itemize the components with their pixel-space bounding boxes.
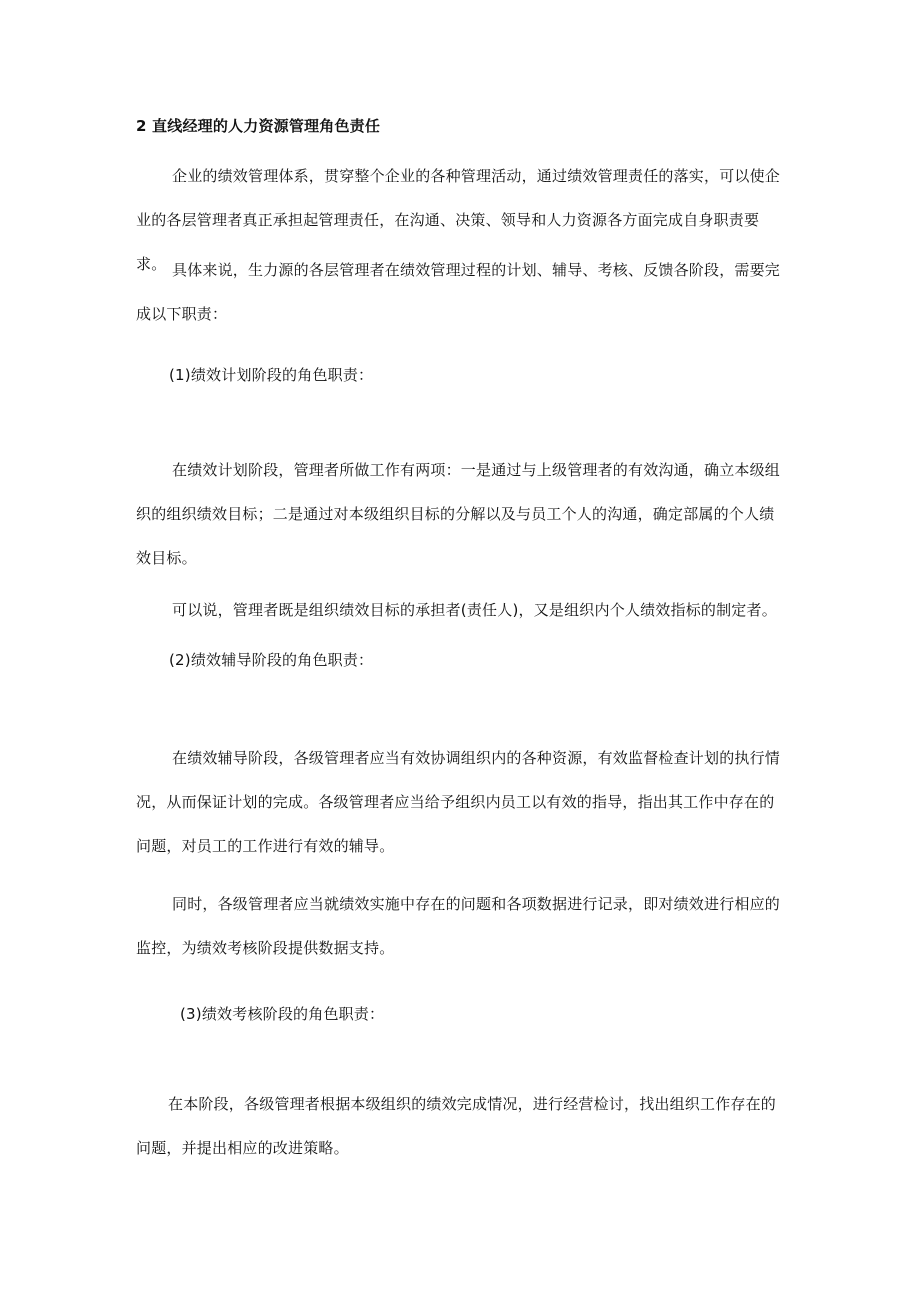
paragraph-planning-tasks: 在绩效计划阶段，管理者所做工作有两项：一是通过与上级管理者的有效沟通，确立本级组织的组织绩效目标；二是通过对本级组织目标的分解以及与员工个人的沟通，确定部属的个人绩效目标。 bbox=[136, 461, 781, 567]
paragraph-performance-system: 企业的绩效管理体系，贯穿整个企业的各种管理活动，通过绩效管理责任的落实，可以使企业的各层管理者真正承担起管理责任，在沟通、决策、领导和人力资源各方面完成自身职责要求。 bbox=[136, 167, 781, 273]
paragraph-coaching-tasks: 在绩效辅导阶段，各级管理者应当有效协调组织内的各种资源，有效监督检查计划的执行情况，从而保证计划的完成。各级管理者应当给予组织内员工以有效的指导，指出其工作中存在的问题，对员工的工作进行有效的辅导。 bbox=[136, 749, 781, 855]
paragraph-appraisal-tasks: 在本阶段，各级管理者根据本级组织的绩效完成情况，进行经营检讨，找出组织工作存在的问题，并提出相应的改进策略。 bbox=[136, 1095, 777, 1157]
paragraph-monitoring: 同时，各级管理者应当就绩效实施中存在的问题和各项数据进行记录，即对绩效进行相应的监控，为绩效考核阶段提供数据支持。 bbox=[136, 895, 781, 957]
subheading-planning-stage: (1)绩效计划阶段的角色职责： bbox=[169, 366, 374, 384]
subheading-coaching-stage: (2)绩效辅导阶段的角色职责： bbox=[169, 651, 374, 669]
section-title: 2 直线经理的人力资源管理角色责任 bbox=[136, 117, 381, 135]
paragraph-responsibilities-intro: 具体来说，生力源的各层管理者在绩效管理过程的计划、辅导、考核、反馈各阶段，需要完成以下职责： bbox=[136, 261, 781, 323]
paragraph-manager-role: 可以说，管理者既是组织绩效目标的承担者(责任人)，又是组织内个人绩效指标的制定者。 bbox=[172, 601, 777, 619]
subheading-appraisal-stage: (3)绩效考核阶段的角色职责： bbox=[180, 1005, 385, 1023]
